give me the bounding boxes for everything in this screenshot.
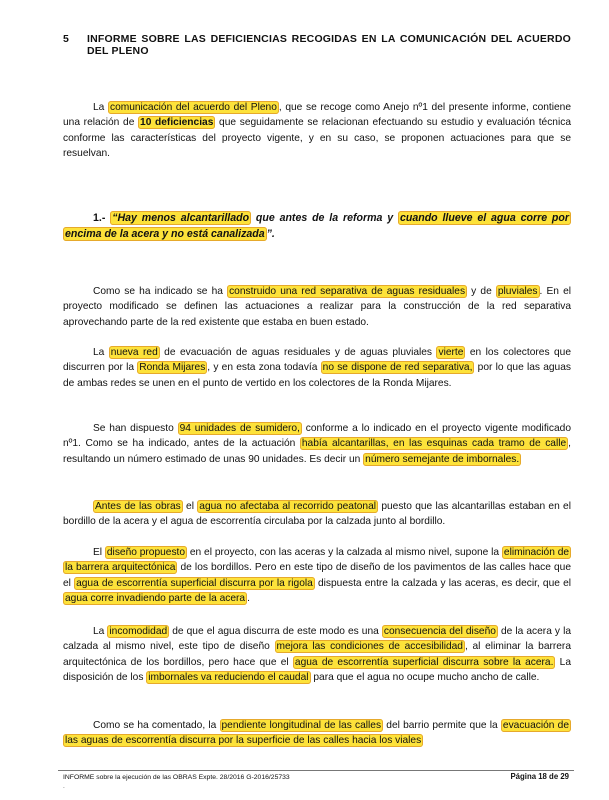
text-run: , al eliminar la barrera arquitectónica de los bordillos, pero hace que el bbox=[63, 641, 571, 668]
highlighted-text: pluviales bbox=[497, 286, 538, 297]
footer-mark: - bbox=[63, 785, 65, 791]
section-number: 5 bbox=[63, 33, 70, 45]
text-run: La bbox=[93, 626, 108, 637]
text-run: , y en esta zona todavía bbox=[207, 362, 321, 374]
text-run: , que se recoge como Anejo nº1 del presente informe, contiene una relación de bbox=[63, 102, 571, 129]
text-run: que antes de la reforma y bbox=[251, 212, 398, 224]
footer-page-number: Página 18 de 29 bbox=[510, 772, 569, 781]
highlighted-text: 10 deficiencias bbox=[140, 117, 214, 129]
highlighted-text: consecuencia del diseño bbox=[383, 626, 496, 637]
highlighted-text: pendiente longitudinal de las calles bbox=[221, 720, 382, 731]
intro-paragraph bbox=[63, 100, 571, 162]
text-run: . bbox=[247, 593, 250, 605]
deficiency-quote bbox=[63, 211, 571, 241]
body-paragraph bbox=[63, 499, 571, 530]
text-run: que seguidamente se relacionan efectuando su estudio y evaluación técnica conforme las características del proyecto vigente, y en su caso, se proponen actuaciones para que se resuelvan. bbox=[63, 117, 571, 160]
footer-document-reference: INFORME sobre la ejecución de las OBRAS Expte. 28/2016 G-2016/25733 bbox=[63, 774, 290, 781]
highlighted-text: no se dispone de red separativa, bbox=[322, 362, 473, 374]
text-run: de que el agua discurra de este modo es una bbox=[169, 626, 382, 637]
body-paragraph bbox=[63, 284, 571, 330]
section-heading bbox=[63, 33, 571, 57]
text-run: Se han dispuesto bbox=[93, 423, 178, 434]
text-run: La bbox=[93, 102, 108, 113]
text-run: Como se ha indicado se ha bbox=[93, 286, 228, 297]
body-paragraph bbox=[63, 345, 571, 391]
deficiency-number: 1.- bbox=[93, 212, 111, 224]
text-run: en los colectores que discurren por la bbox=[63, 347, 571, 374]
highlighted-text: eliminación de la barrera arquitectónica bbox=[65, 547, 570, 574]
text-run: dispuesta entre la calzada y las aceras, es decir, que el bbox=[314, 577, 571, 589]
text-run: puesto que las alcantarillas estaban en el bordillo de la acera y el agua de escorrentía circulaba por la calzada junto al bordillo. bbox=[63, 501, 571, 528]
highlighted-text: “Hay menos alcantarillado bbox=[112, 212, 250, 224]
footer-divider bbox=[58, 770, 574, 771]
text-run: conforme a lo indicado en el proyecto vigente modificado nº1. Como se ha indicado, antes de la actuación bbox=[63, 423, 572, 450]
highlighted-text: número semejante de imbornales. bbox=[365, 453, 520, 465]
text-run: La disposición de los bbox=[63, 656, 571, 684]
text-run: . En el proyecto modificado se definen las actuaciones a realizar para la construcción de la red separativa aprovechando parte de la red existente que estaba en buen estado. bbox=[63, 286, 572, 328]
body-paragraph bbox=[63, 624, 571, 686]
deficiency-heading-1 bbox=[63, 211, 571, 242]
text-run: para que el agua no ocupe mucho ancho de calle. bbox=[310, 672, 540, 684]
highlighted-text: nueva red bbox=[110, 347, 158, 358]
text-run: de evacuación de aguas residuales y de aguas pluviales bbox=[159, 347, 437, 358]
highlighted-text: incomodidad bbox=[109, 626, 168, 637]
highlighted-text: evacuación de las aguas de escorrentía discurra por la superficie de las calles hacia los viales bbox=[65, 720, 569, 747]
highlighted-text: comunicación del acuerdo del Pleno bbox=[109, 102, 277, 113]
highlighted-text: agua de escorrentía superficial discurra por la rigola bbox=[76, 577, 313, 589]
highlighted-text: Ronda Mijares bbox=[139, 362, 206, 374]
section-title: INFORME SOBRE LAS DEFICIENCIAS RECOGIDAS EN LA COMUNICACIÓN DEL ACUERDO DEL PLENO bbox=[87, 33, 571, 57]
highlighted-text: imbornales va reduciendo el caudal bbox=[148, 672, 309, 684]
highlighted-text: agua de escorrentía superficial discurra sobre la acera. bbox=[294, 656, 554, 668]
text-run: El bbox=[93, 547, 105, 558]
text-run: , resultando un número estimado de unas 90 unidades. Es decir un bbox=[63, 438, 571, 465]
text-run: del barrio permite que la bbox=[383, 720, 501, 731]
text-run: en el proyecto, con las aceras y la calzada al mismo nivel, supone la bbox=[187, 547, 502, 558]
text-run: de la acera y la calzada al mismo nivel, este tipo de diseño bbox=[63, 626, 572, 653]
text-run: La bbox=[93, 347, 109, 358]
highlighted-text: Antes de las obras bbox=[95, 501, 181, 512]
highlighted-text: agua corre invadiendo parte de la acera bbox=[65, 593, 246, 605]
highlighted-text: vierte bbox=[438, 347, 464, 358]
body-paragraph bbox=[63, 421, 571, 467]
highlighted-text: 94 unidades de sumidero, bbox=[179, 423, 300, 434]
text-run: el bbox=[182, 501, 198, 512]
highlighted-text: diseño propuesto bbox=[106, 547, 186, 558]
highlighted-text: mejora las condiciones de accesibilidad bbox=[276, 641, 463, 653]
text-run: por lo que las aguas de ambas redes se unen en el punto de vertido en los colectores de la Ronda Mijares. bbox=[63, 362, 571, 389]
text-run: Como se ha comentado, la bbox=[93, 720, 220, 731]
text-run: ”. bbox=[266, 227, 275, 240]
highlighted-text: agua no afectaba al recorrido peatonal bbox=[199, 501, 377, 512]
body-paragraph bbox=[63, 545, 571, 607]
text-run: de los bordillos. Pero en este tipo de diseño de los pavimentos de las calles hace que el bbox=[63, 562, 572, 589]
body-paragraph bbox=[63, 718, 571, 749]
highlighted-text: cuando llueve el agua corre por encima de la acera y no está canalizada bbox=[65, 212, 570, 240]
highlighted-text: construido una red separativa de aguas residuales bbox=[229, 286, 466, 297]
text-run: y de bbox=[467, 286, 496, 297]
highlighted-text: había alcantarillas, en las esquinas cada tramo de calle bbox=[301, 438, 567, 450]
